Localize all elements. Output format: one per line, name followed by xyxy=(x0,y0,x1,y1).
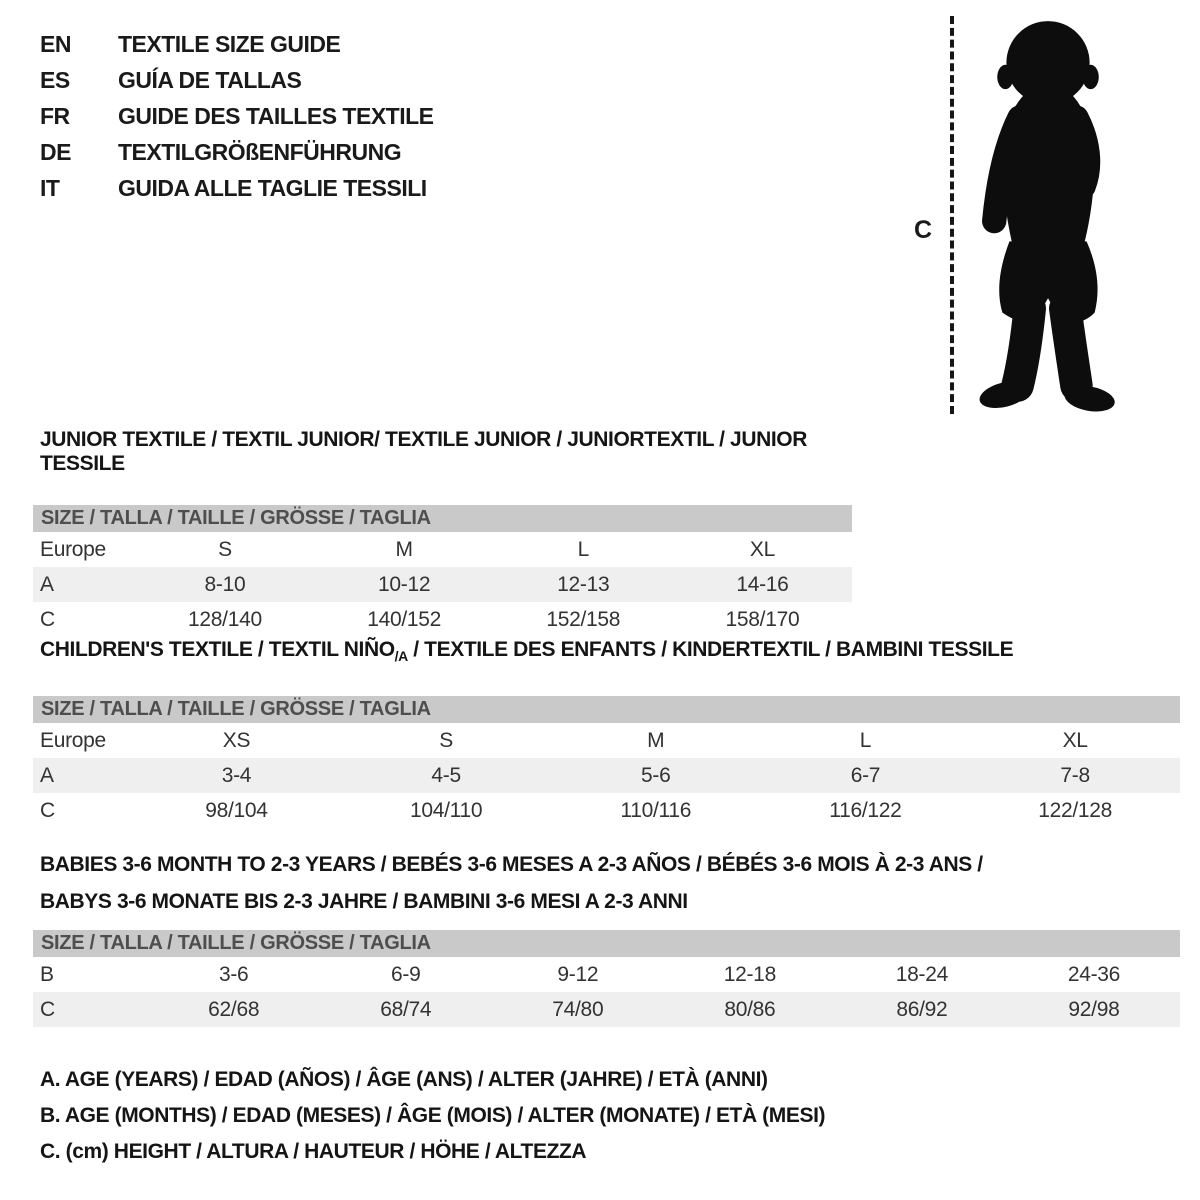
table-row xyxy=(33,602,852,637)
table-row xyxy=(33,992,1180,1027)
height-measure-label: C xyxy=(914,216,933,244)
language-label: TEXTILGRÖßENFÜHRUNG xyxy=(118,138,402,165)
table-row xyxy=(33,567,852,602)
table-cell: L xyxy=(859,728,872,752)
language-list xyxy=(40,26,434,206)
toddler-silhouette-icon xyxy=(960,12,1134,418)
size-header-bar: SIZE / TALLA / TAILLE / GRÖSSE / TAGLIA xyxy=(33,696,1180,723)
language-code: EN xyxy=(40,30,71,57)
language-row-it xyxy=(40,170,434,206)
junior-textile-section xyxy=(33,428,852,637)
table-cell: 3-6 xyxy=(218,962,249,986)
legend-line-b: B. AGE (MONTHS) / EDAD (MESES) / ÂGE (MOIS) / ALTER (MONATE) / ETÀ (MESI) xyxy=(40,1104,826,1127)
language-row-de xyxy=(40,134,434,170)
table-cell: 4-5 xyxy=(431,763,461,787)
children-section-title xyxy=(40,638,1180,668)
table-cell: 68/74 xyxy=(380,997,432,1021)
table-cell: 86/92 xyxy=(896,997,948,1021)
table-cell: 8-10 xyxy=(204,572,246,596)
legend-line-a: A. AGE (YEARS) / EDAD (AÑOS) / ÂGE (ANS) / ALTER (JAHRE) / ETÀ (ANNI) xyxy=(40,1068,768,1091)
babies-section-title-line2: BABYS 3-6 MONATE BIS 2-3 JAHRE / BAMBINI 3-6 MESI A 2-3 ANNI xyxy=(40,890,688,913)
table-cell: XS xyxy=(222,728,251,752)
table-cell: 110/116 xyxy=(620,798,692,822)
language-code: DE xyxy=(40,138,71,165)
legend-line-c: C. (cm) HEIGHT / ALTURA / HAUTEUR / HÖHE / ALTEZZA xyxy=(40,1140,587,1163)
table-cell: 3-4 xyxy=(221,763,252,787)
children-title-main: CHILDREN'S TEXTILE / TEXTIL NIÑO xyxy=(40,638,395,661)
size-header-bar: SIZE / TALLA / TAILLE / GRÖSSE / TAGLIA xyxy=(33,505,852,532)
table-cell: S xyxy=(439,728,453,752)
junior-size-table xyxy=(33,532,852,637)
babies-section-title-line1: BABIES 3-6 MONTH TO 2-3 YEARS / BEBÉS 3-6 MESES A 2-3 AÑOS / BÉBÉS 3-6 MOIS À 2-3 ANS / xyxy=(40,853,983,876)
table-cell: 62/68 xyxy=(208,997,260,1021)
language-row-fr xyxy=(40,98,434,134)
table-cell: 122/128 xyxy=(1038,798,1113,822)
table-cell: 152/158 xyxy=(546,607,621,631)
table-cell: 14-16 xyxy=(736,572,789,596)
table-cell: 12-18 xyxy=(723,962,776,986)
children-size-table xyxy=(33,723,1180,828)
children-title-rest: / TEXTILE DES ENFANTS / KINDERTEXTIL / BAMBINI TESSILE xyxy=(407,638,1014,661)
table-cell: 158/170 xyxy=(725,607,800,631)
table-row xyxy=(33,532,852,567)
language-row-es xyxy=(40,62,434,98)
table-cell: 80/86 xyxy=(724,997,776,1021)
table-cell: M xyxy=(647,728,665,752)
row-label: Europe xyxy=(40,537,106,561)
table-cell: 92/98 xyxy=(1068,997,1120,1021)
junior-section-title: JUNIOR TEXTILE / TEXTIL JUNIOR/ TEXTILE JUNIOR / JUNIORTEXTIL / JUNIOR TESSILE xyxy=(40,428,807,475)
language-label: GUIDA ALLE TAGLIE TESSILI xyxy=(118,174,427,201)
table-cell: 9-12 xyxy=(557,962,599,986)
babies-title-block xyxy=(33,846,1180,920)
table-cell: 10-12 xyxy=(378,572,431,596)
table-cell: 104/110 xyxy=(409,798,483,822)
table-cell: 128/140 xyxy=(188,607,262,631)
table-row xyxy=(33,793,1180,828)
row-label: Europe xyxy=(40,728,106,752)
table-cell: XL xyxy=(749,537,775,561)
size-header-bar: SIZE / TALLA / TAILLE / GRÖSSE / TAGLIA xyxy=(33,930,1180,957)
table-cell: 7-8 xyxy=(1060,763,1090,787)
table-cell: 116/122 xyxy=(829,798,902,822)
table-cell: 6-7 xyxy=(850,763,881,787)
language-code: ES xyxy=(40,66,70,93)
row-label: B xyxy=(40,962,54,986)
table-cell: 98/104 xyxy=(205,798,268,822)
table-cell: 140/152 xyxy=(367,607,442,631)
row-label: C xyxy=(40,798,55,822)
measurement-legend xyxy=(40,1062,825,1170)
table-cell: 24-36 xyxy=(1067,962,1121,986)
language-label: GUIDE DES TAILLES TEXTILE xyxy=(118,102,434,129)
children-textile-section xyxy=(33,638,1180,828)
table-cell: S xyxy=(218,537,232,561)
babies-size-table xyxy=(33,957,1180,1027)
table-row xyxy=(33,723,1180,758)
table-cell: L xyxy=(577,537,589,561)
row-label: A xyxy=(40,763,54,787)
table-cell: 5-6 xyxy=(641,763,671,787)
table-cell: 12-13 xyxy=(557,572,610,596)
row-label: A xyxy=(40,572,54,596)
table-row xyxy=(33,957,1180,992)
height-figure xyxy=(898,12,1160,426)
table-cell: XL xyxy=(1062,728,1088,752)
children-title-sub: /A xyxy=(394,648,408,665)
height-measure-dashed-line xyxy=(950,16,954,414)
table-cell: M xyxy=(395,537,413,561)
row-label: C xyxy=(40,607,55,631)
table-cell: 18-24 xyxy=(895,962,948,986)
table-cell: 74/80 xyxy=(552,997,604,1021)
table-row xyxy=(33,758,1180,793)
language-row-en xyxy=(40,26,434,62)
row-label: C xyxy=(40,997,55,1021)
table-cell: 6-9 xyxy=(391,962,421,986)
language-label: GUÍA DE TALLAS xyxy=(118,66,302,93)
language-label: TEXTILE SIZE GUIDE xyxy=(118,30,341,57)
babies-textile-section xyxy=(33,846,1180,1027)
language-code: FR xyxy=(40,102,70,129)
language-code: IT xyxy=(40,174,60,201)
